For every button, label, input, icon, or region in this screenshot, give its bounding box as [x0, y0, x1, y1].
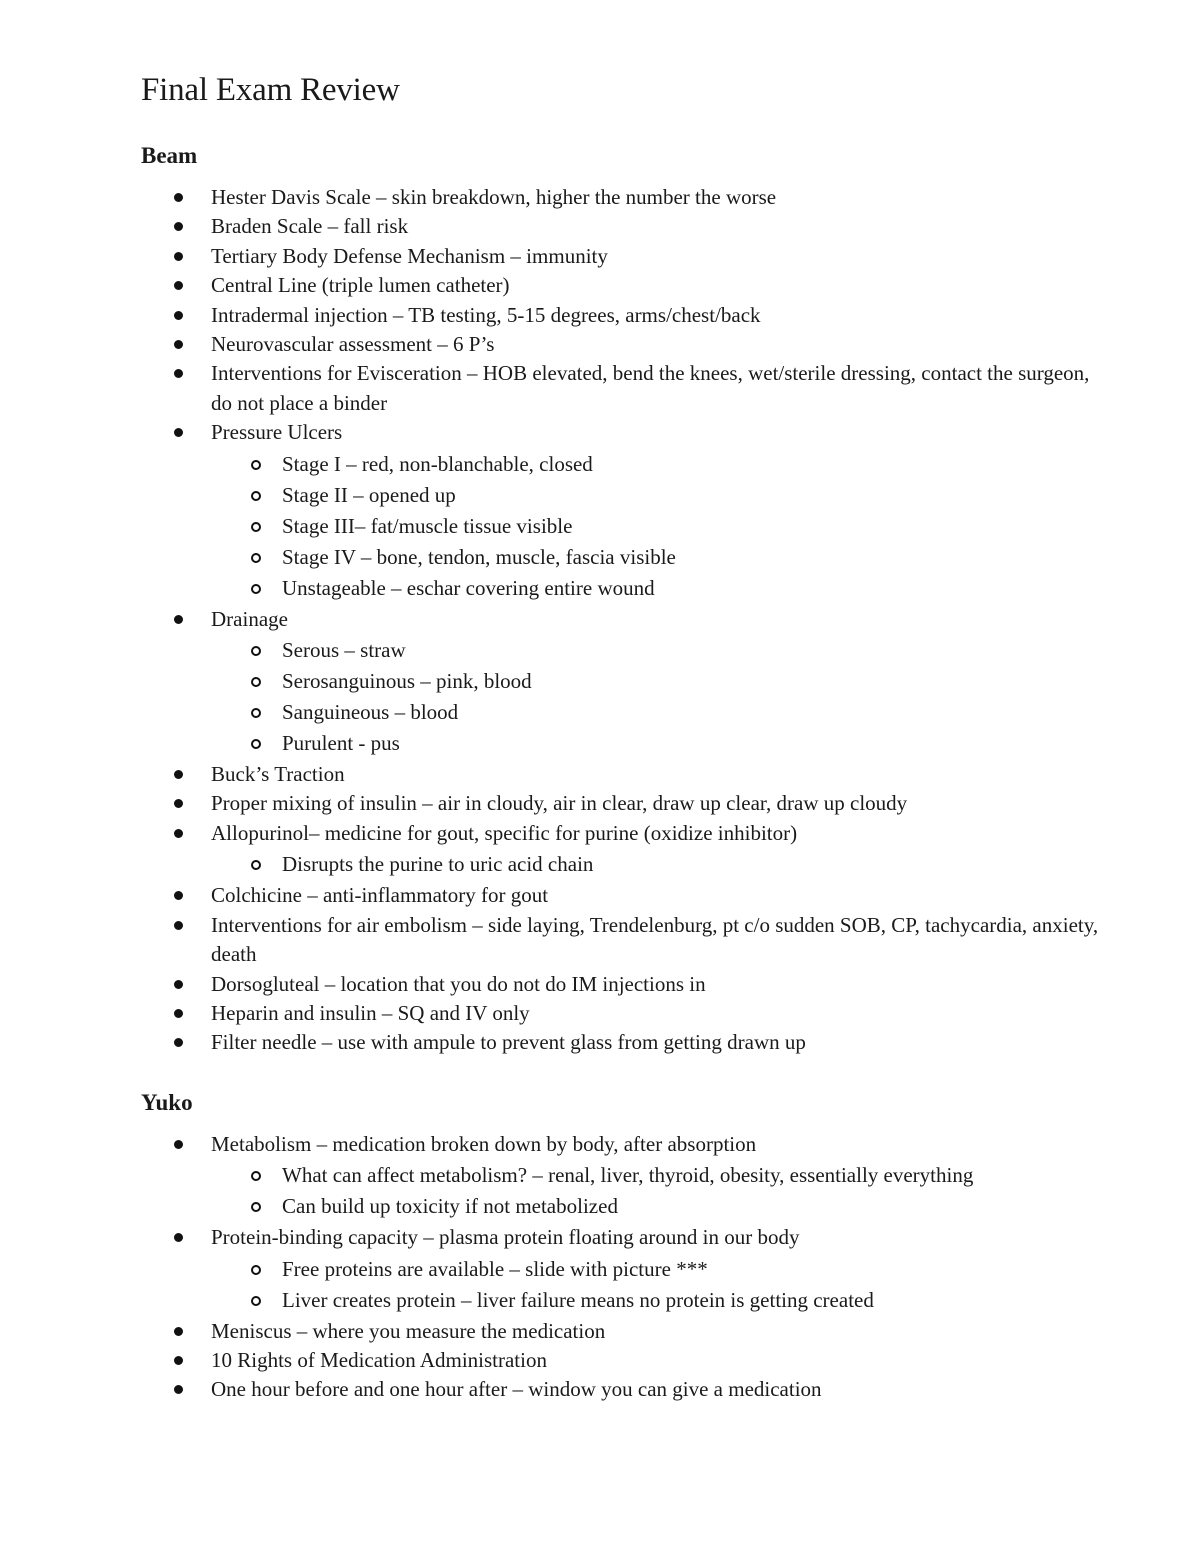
hollow-bullet-icon — [251, 739, 261, 749]
bullet-icon — [174, 340, 183, 349]
list-item: Filter needle – use with ampule to prevent glass from getting drawn up — [141, 1028, 1101, 1057]
list-item: Meniscus – where you measure the medication — [141, 1317, 1101, 1346]
list-item: Heparin and insulin – SQ and IV only — [141, 999, 1101, 1028]
hollow-bullet-icon — [251, 460, 261, 470]
bullet-icon — [174, 1385, 183, 1394]
list-item: Neurovascular assessment – 6 P’s — [141, 330, 1101, 359]
bullet-icon — [174, 980, 183, 989]
bullet-icon — [174, 1140, 183, 1149]
list-item: Dorsogluteal – location that you do not do IM injections in — [141, 970, 1101, 999]
hollow-bullet-icon — [251, 1296, 261, 1306]
bullet-icon — [174, 921, 183, 930]
allopurinol-sublist — [211, 849, 1101, 880]
sub-list-item: Unstageable – eschar covering entire wound — [141, 573, 1101, 604]
section-heading-beam: Beam — [141, 143, 198, 168]
list-item: Intradermal injection – TB testing, 5-15 degrees, arms/chest/back — [141, 301, 1101, 330]
sub-list-item: What can affect metabolism? – renal, liver, thyroid, obesity, essentially everything — [141, 1160, 1101, 1191]
bullet-icon — [174, 252, 183, 261]
drainage-sublist — [211, 635, 1101, 759]
bullet-icon — [174, 1009, 183, 1018]
bullet-icon — [174, 1038, 183, 1047]
bullet-icon — [174, 1233, 183, 1242]
hollow-bullet-icon — [251, 553, 261, 563]
list-item-protein-binding: Protein-binding capacity – plasma protein floating around in our body Free proteins are available – slide with picture *** Liver creates protein – liver failure means no protein is getting created — [141, 1223, 1101, 1315]
pressure-ulcers-sublist — [211, 449, 1101, 604]
bullet-icon — [174, 281, 183, 290]
sub-list-item: Liver creates protein – liver failure means no protein is getting created — [141, 1285, 1101, 1316]
sub-list-item: Sanguineous – blood — [141, 697, 1101, 728]
hollow-bullet-icon — [251, 1202, 261, 1212]
document-page — [141, 66, 1101, 1405]
list-item: Braden Scale – fall risk — [141, 212, 1101, 241]
hollow-bullet-icon — [251, 1171, 261, 1181]
sub-list-item: Serosanguinous – pink, blood — [141, 666, 1101, 697]
section-heading-yuko: Yuko — [141, 1089, 193, 1115]
sub-list-item: Stage I – red, non-blanchable, closed — [141, 449, 1101, 480]
list-item: Interventions for Evisceration – HOB elevated, bend the knees, wet/sterile dressing, contact the surgeon, do not place a binder — [141, 359, 1101, 418]
bullet-icon — [174, 311, 183, 320]
sub-list-item: Stage II – opened up — [141, 480, 1101, 511]
sub-list-item: Stage IV – bone, tendon, muscle, fascia visible — [141, 542, 1101, 573]
hollow-bullet-icon — [251, 491, 261, 501]
sub-list-item: Serous – straw — [141, 635, 1101, 666]
hollow-bullet-icon — [251, 708, 261, 718]
list-item-metabolism: Metabolism – medication broken down by body, after absorption What can affect metabolism? – renal, liver, thyroid, obesity, essentially everything Can build up toxicity if not metabolized — [141, 1130, 1101, 1222]
list-item: Proper mixing of insulin – air in cloudy, air in clear, draw up clear, draw up cloudy — [141, 789, 1101, 818]
list-item: Colchicine – anti-inflammatory for gout — [141, 881, 1101, 910]
hollow-bullet-icon — [251, 584, 261, 594]
list-item: One hour before and one hour after – window you can give a medication — [141, 1375, 1101, 1404]
bullet-icon — [174, 891, 183, 900]
bullet-icon — [174, 369, 183, 378]
bullet-icon — [174, 193, 183, 202]
list-item-allopurinol: Allopurinol– medicine for gout, specific for purine (oxidize inhibitor) Disrupts the purine to uric acid chain — [141, 819, 1101, 880]
bullet-icon — [174, 222, 183, 231]
bullet-icon — [174, 615, 183, 624]
bullet-icon — [174, 799, 183, 808]
list-item: Interventions for air embolism – side laying, Trendelenburg, pt c/o sudden SOB, CP, tachycardia, anxiety, death — [141, 911, 1101, 970]
list-item: Hester Davis Scale – skin breakdown, higher the number the worse — [141, 183, 1101, 212]
sub-list-item: Can build up toxicity if not metabolized — [141, 1191, 1101, 1222]
sub-list-item: Purulent - pus — [141, 728, 1101, 759]
hollow-bullet-icon — [251, 677, 261, 687]
bullet-icon — [174, 770, 183, 779]
list-item: Central Line (triple lumen catheter) — [141, 271, 1101, 300]
bullet-icon — [174, 1356, 183, 1365]
sub-list-item: Disrupts the purine to uric acid chain — [141, 849, 1101, 880]
list-item: 10 Rights of Medication Administration — [141, 1346, 1101, 1375]
beam-list — [141, 183, 1101, 1058]
list-item: Buck’s Traction — [141, 760, 1101, 789]
metabolism-sublist — [211, 1160, 1101, 1222]
bullet-icon — [174, 829, 183, 838]
sub-list-item: Stage III– fat/muscle tissue visible — [141, 511, 1101, 542]
yuko-list — [141, 1130, 1101, 1405]
bullet-icon — [174, 428, 183, 437]
list-item-pressure-ulcers: Pressure Ulcers Stage I – red, non-blanchable, closed Stage II – opened up Stage III– fat/muscle tissue visible Stage IV – bone, tendon, muscle, fascia visible Unstageable – eschar covering entire wound — [141, 418, 1101, 603]
hollow-bullet-icon — [251, 646, 261, 656]
list-item: Tertiary Body Defense Mechanism – immunity — [141, 242, 1101, 271]
list-item-drainage: Drainage Serous – straw Serosanguinous – pink, blood Sanguineous – blood Purulent - pus — [141, 605, 1101, 759]
hollow-bullet-icon — [251, 860, 261, 870]
hollow-bullet-icon — [251, 1265, 261, 1275]
document-title: Final Exam Review — [141, 72, 400, 108]
protein-sublist — [211, 1254, 1101, 1316]
bullet-icon — [174, 1327, 183, 1336]
hollow-bullet-icon — [251, 522, 261, 532]
sub-list-item: Free proteins are available – slide with picture *** — [141, 1254, 1101, 1285]
